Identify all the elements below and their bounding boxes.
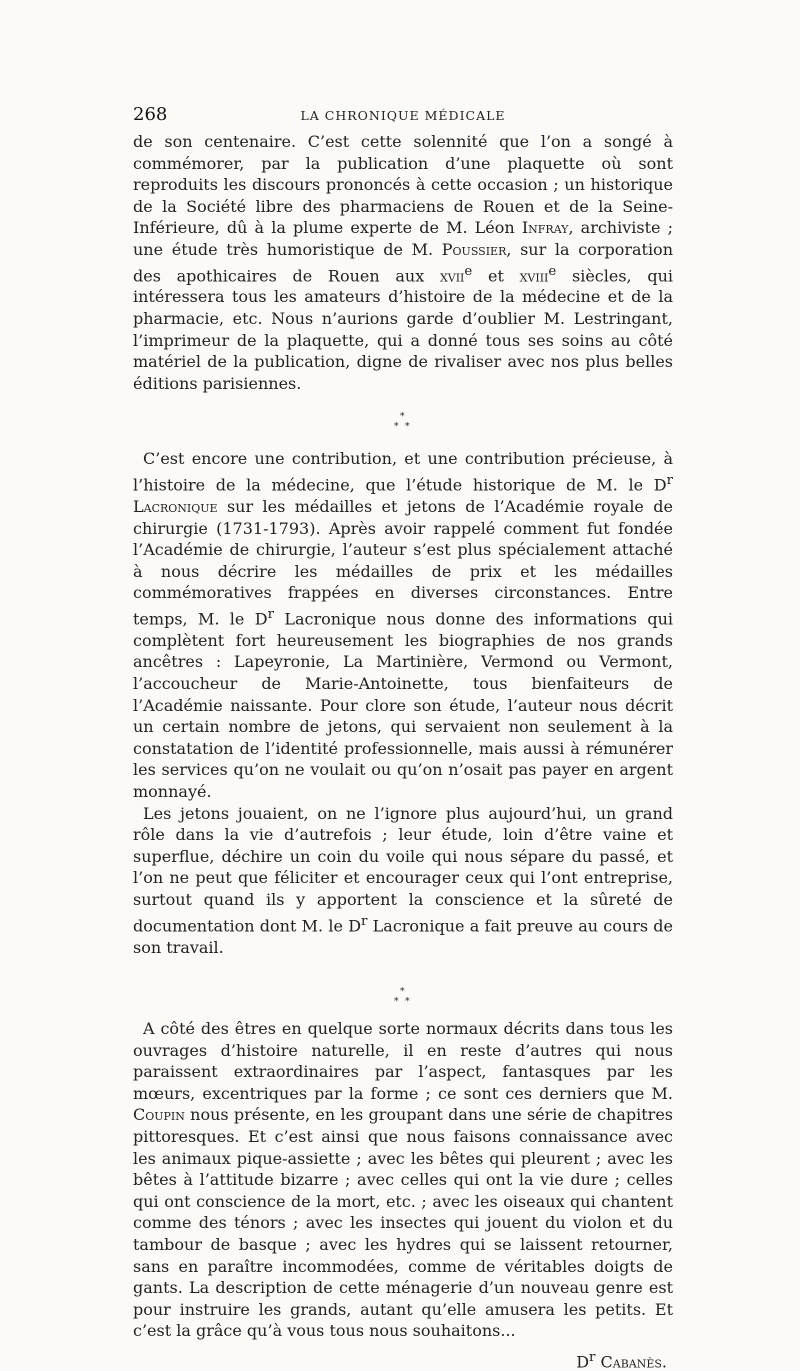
author-name-infray: Infray [521, 218, 569, 238]
author-name-lacronique: Lacronique [133, 496, 218, 516]
superscript: e [464, 263, 473, 279]
text-run: Lacronique nous donne des informations qui complètent fort heureusement les biographies de nos grands ancêtres : Lapeyronie, La Martinière, Vermond ou Vermont, l’accoucheur de Marie-Antoinette, tous bienfaiteurs de l’Académie naissante. Pour clore son étude, l’auteur nous décrit un certain nombre de jetons, qui servaient non seulement à la constatation de l’identité professionnelle, mais aussi à rémunérer les services qu’on ne voulait ou qu’on n’osait pas payer en argent monnayé. [133, 609, 673, 802]
text-run: Lacronique a fait preuve au cours de son travail. [133, 915, 674, 957]
text-run: et [472, 265, 520, 285]
paragraph-centenaire [133, 131, 673, 394]
text-run: sur les médailles et jetons de l’Académie royale de chirurgie (1731-1793). Après avoir rappelé comment fut fondée l’Académie de chirurgie, l’auteur s’est plus spécialement attaché à nous décrire les médailles de prix et les médailles commémoratives frappées en diverses circonstances. Entre temps, M. le D [133, 496, 673, 629]
article-body [133, 131, 673, 1371]
superscript: r [267, 606, 274, 622]
asterisk-mark: * [400, 987, 405, 998]
asterisk-mark: * [394, 997, 399, 1008]
asterisk-mark: * [394, 422, 399, 433]
section-asterism [393, 982, 413, 1010]
century-numeral: xviii [519, 265, 549, 285]
asterisk-mark: * [400, 412, 405, 423]
text-run: , sur la corporation des apothicaires de Rouen aux [133, 239, 673, 285]
text-run: siècles, qui intéressera tous les amateurs d’histoire de la médecine et de la pharmacie, etc. Nous n’aurions garde d’oublier M. Lestringant, l’imprimeur de la plaquette, qui a donné tous ses soins au côté matériel de la publication, digne de rivaliser avec nos plus belles éditions parisiennes. [133, 265, 673, 393]
running-title: LA CHRONIQUE MÉDICALE [300, 108, 506, 123]
signature-name: Cabanès. [595, 1352, 667, 1371]
paragraph-jetons-academie [133, 448, 673, 802]
superscript: r [361, 913, 368, 929]
asterisk-mark: * [405, 422, 410, 433]
superscript: e [548, 263, 557, 279]
text-run: , archiviste ; une étude très humoristique de M. [133, 218, 673, 259]
text-run: de son centenaire. C’est cette solennité que l’on a songé à commémorer, par la publication d’une plaquette où sont reproduits les discours prononcés à cette occasion ; un historique de la Société libre des pharmaciens de Rouen et de la Seine-Inférieure, dû à la plume experte de M. Léon [133, 132, 673, 238]
paragraph-jetons-role [133, 803, 673, 958]
author-name-poussier: Poussier [441, 239, 507, 259]
asterisk-mark: * [405, 997, 410, 1008]
text-run: A côté des êtres en quelque sorte normaux décrits dans tous les ouvrages d’histoire naturelle, il en reste d’autres qui nous paraissent extraordinaires par l’aspect, fantasques par les mœurs, excentriques par la forme ; ce sont ces derniers que M. [133, 1019, 673, 1103]
page-header [133, 104, 673, 128]
signature-title: D [576, 1352, 590, 1371]
page-number: 268 [133, 104, 168, 125]
signature [133, 1350, 673, 1371]
text-run: Les jetons jouaient, on ne l’ignore plus aujourd’hui, un grand rôle dans la vie d’autrefois ; leur étude, loin d’être vaine et superflue, déchire un coin du voile qui nous sépare du passé, et l’on ne peut que féliciter et encourager ceux qui l’ont entreprise, surtout quand ils y apportent la conscience et la sûreté de documentation dont M. le D [133, 803, 673, 935]
century-numeral: xvii [439, 265, 465, 285]
author-name-coupin: Coupin [133, 1105, 185, 1125]
text-run: nous présente, en les groupant dans une série de chapitres pittoresques. Et c’est ainsi que nous faisons connaissance avec les animaux pique-assiette ; avec les bêtes qui pleurent ; avec les bêtes à l’attitude bizarre ; avec celles qui ont la vie dure ; celles qui ont conscience de la mort, etc. ; avec les oiseaux qui chantent comme des ténors ; avec les insectes qui jouent du violon et du tambour de basque ; avec les hydres qui se laissent retourner, sans en paraître incommodées, comme de véritables doigts de gants. La description de cette ménagerie d’un nouveau genre est pour instruire les grands, autant qu’elle amusera les petits. Et c’est la grâce qu’à vous tous nous souhaitons... [133, 1105, 673, 1341]
section-asterism [393, 407, 413, 435]
paragraph-animaux [133, 1018, 673, 1342]
text-run: C’est encore une contribution, et une contribution précieuse, à l’histoire de la médecine, que l’étude historique de M. le D [133, 449, 673, 495]
superscript: r [589, 1350, 596, 1365]
superscript: r [666, 473, 673, 489]
